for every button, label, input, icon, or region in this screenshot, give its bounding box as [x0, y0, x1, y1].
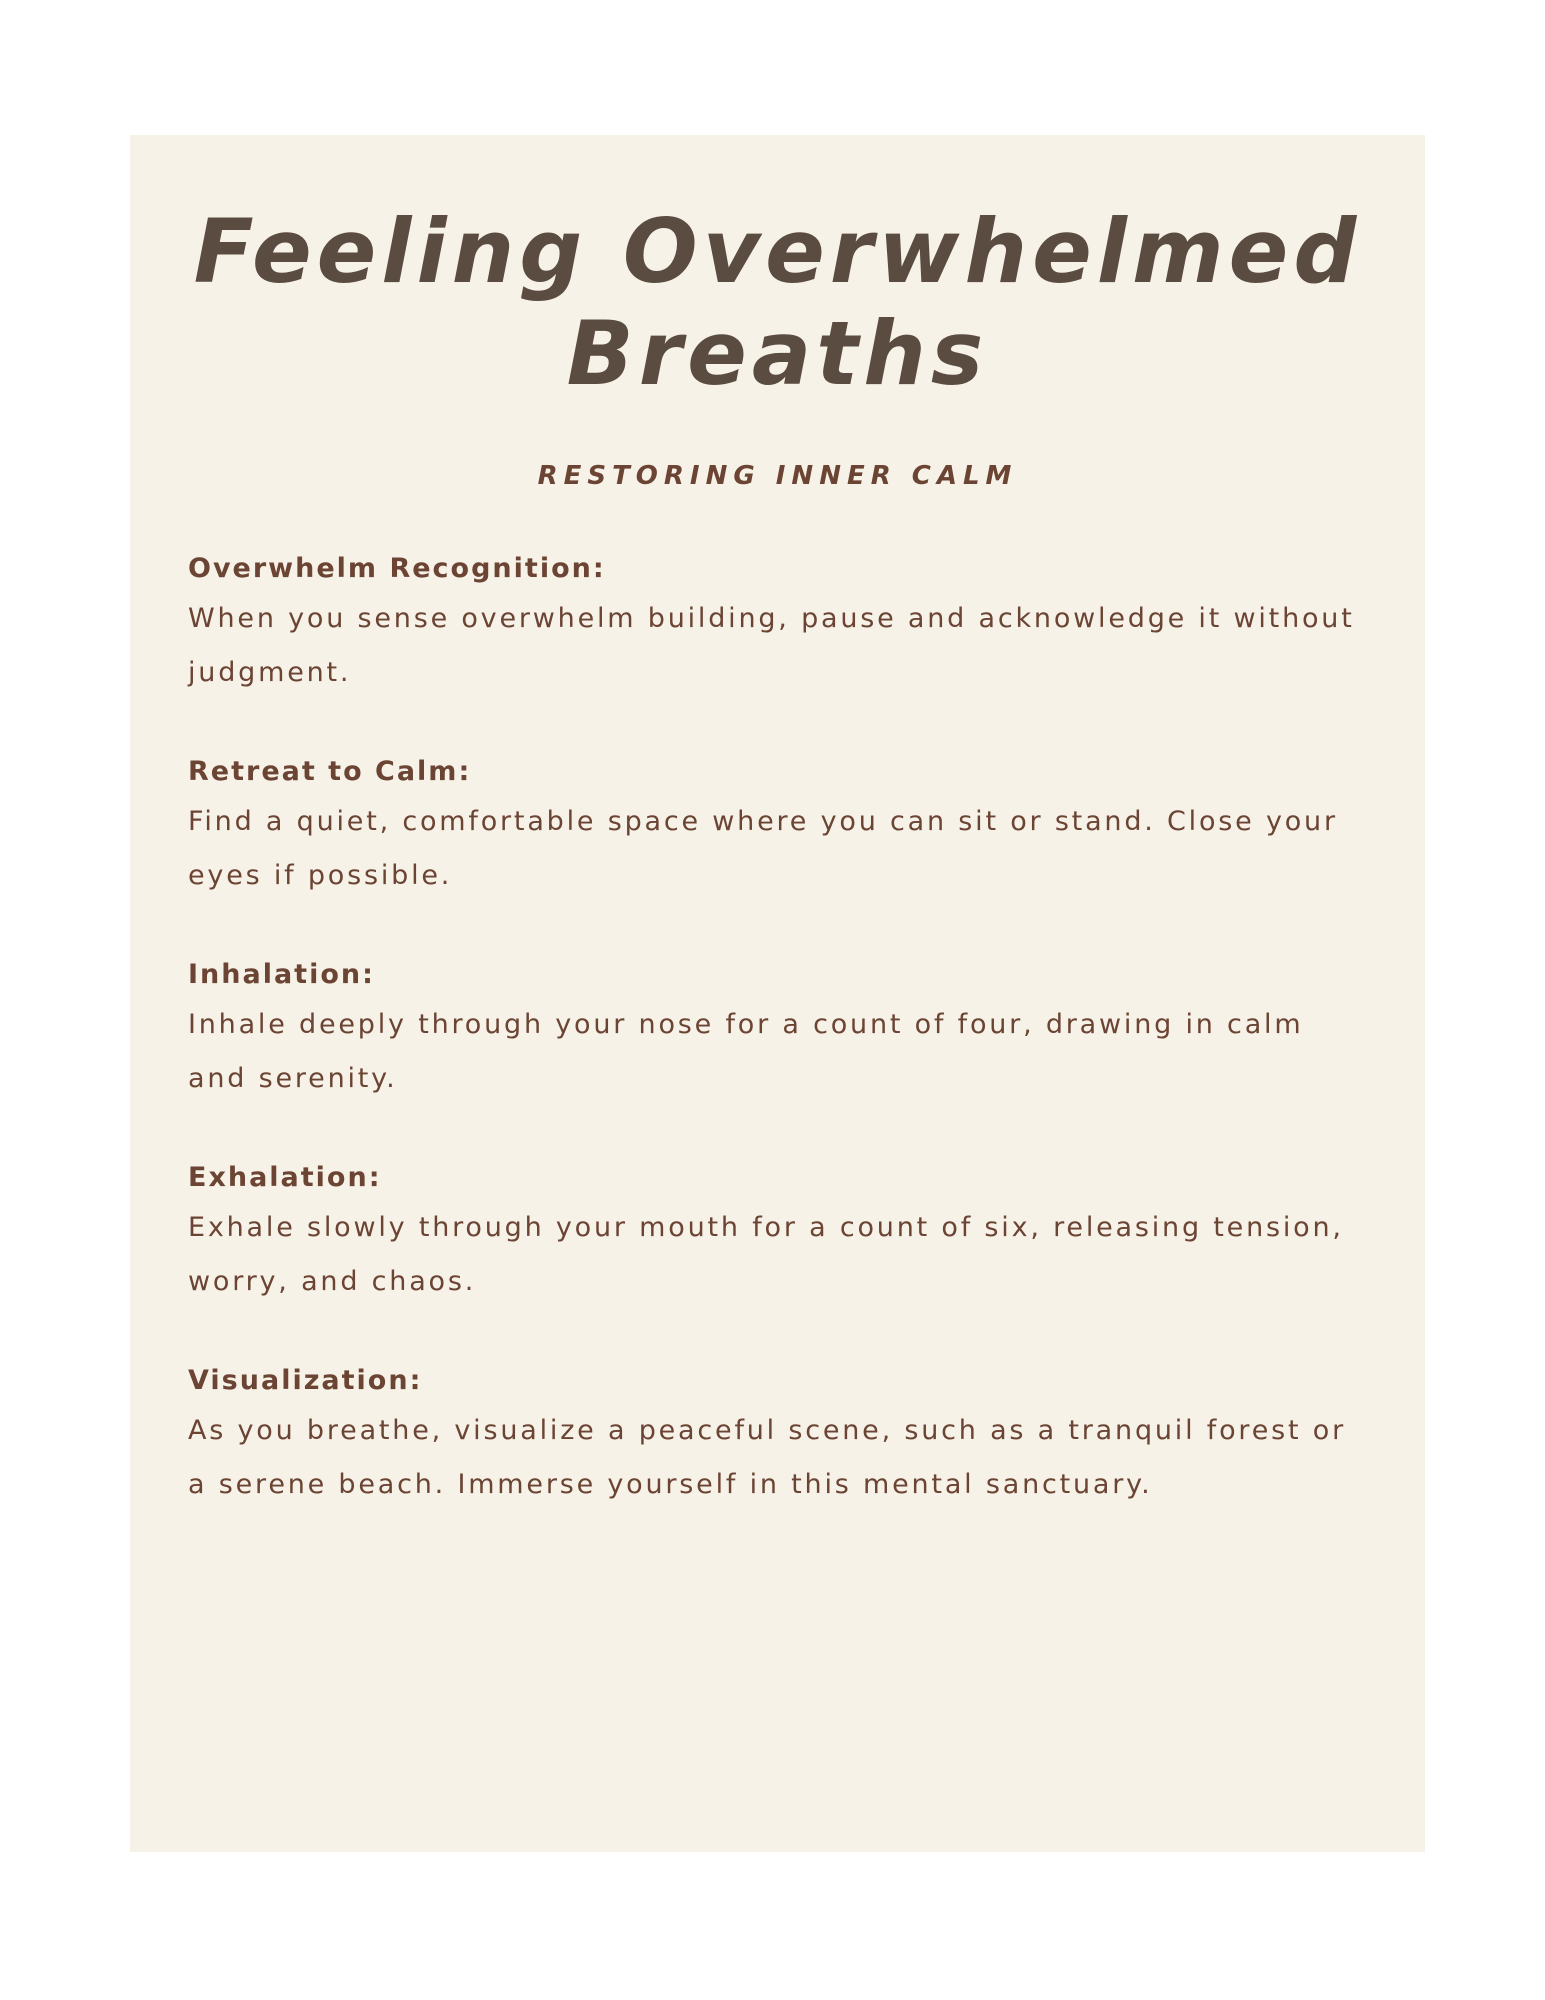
step-heading: Visualization: — [188, 1365, 423, 1396]
step-text: Find a quiet, comfortable space where you can sit or stand. Close your eyes if possible. — [188, 806, 1338, 891]
step-heading: Exhalation: — [188, 1162, 382, 1193]
step-retreat-to-calm — [188, 754, 1367, 903]
step-inhalation — [188, 957, 1367, 1106]
step-heading: Retreat to Calm: — [188, 756, 472, 787]
step-heading: Inhalation: — [188, 959, 375, 990]
step-heading: Overwhelm Recognition: — [188, 553, 606, 584]
content-card — [130, 135, 1425, 1852]
step-text: When you sense overwhelm building, pause and acknowledge it without judgment. — [188, 603, 1355, 688]
step-visualization — [188, 1363, 1367, 1512]
step-overwhelm-recognition — [188, 551, 1367, 700]
step-exhalation — [188, 1160, 1367, 1309]
page-title: Feeling Overwhelmed Breaths — [193, 200, 1362, 405]
steps-list — [188, 551, 1367, 1512]
page-subtitle: RESTORING INNER CALM — [537, 461, 1018, 491]
step-text: Inhale deeply through your nose for a count of four, drawing in calm and serenity. — [188, 1009, 1304, 1094]
step-text: Exhale slowly through your mouth for a count of six, releasing tension, worry, and chaos. — [188, 1212, 1344, 1297]
step-text: As you breathe, visualize a peaceful scene, such as a tranquil forest or a serene beach. Immerse yourself in this mental sanctuary. — [188, 1415, 1346, 1500]
